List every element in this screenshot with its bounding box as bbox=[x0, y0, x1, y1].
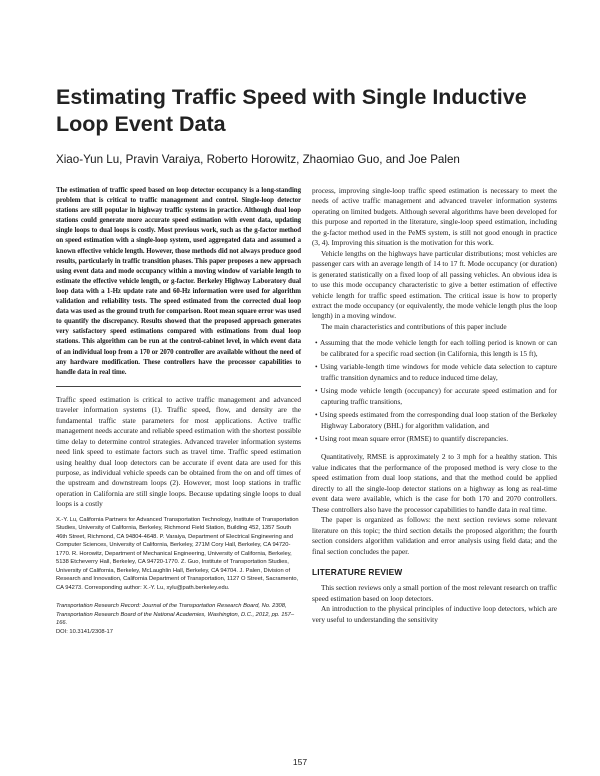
body-paragraph: process, improving single-loop traffic speed estimation is necessary to meet the needs of active traffic management and advanced traveler information systems operating on limited budgets. Although several algorithms have been developed for this purpose and reported in the literature, single-loop speed estimation, including the g-factor method used in the PeMS system, is still not good enough in practice (3, 4). Improving this situation is the motivation for this work. bbox=[312, 186, 557, 248]
section-heading: LITERATURE REVIEW bbox=[312, 566, 403, 577]
right-column bbox=[312, 186, 557, 625]
list-item: • Using root mean square error (RMSE) to quantify discrepancies. bbox=[312, 434, 557, 444]
body-paragraph: The paper is organized as follows: the next section reviews some relevant literature on this topic; the third section details the proposed algorithm; the fourth section considers algorithm validation and error analysis using field data; and the final section concludes the paper. bbox=[312, 515, 557, 556]
list-item: • Using mode vehicle length (occupancy) for accurate speed estimation and for capturing traffic transitions, bbox=[312, 386, 557, 407]
left-column bbox=[56, 186, 301, 636]
list-item: • Assuming that the mode vehicle length for each tolling period is known or can be calibrated for a specific road section (in California, this length is 15 ft), bbox=[312, 338, 557, 359]
contribution-list bbox=[312, 338, 557, 444]
page-number: 157 bbox=[292, 757, 308, 767]
body-paragraph: Vehicle lengths on the highways have particular distributions; most vehicles are passenger cars with an average length of 14 to 17 ft. Mode occupancy (or duration) is generated statistically on a fixed loop of all passing vehicles. An obvious idea is to use this mode occupancy characteristic to give a better estimation of effective vehicle length for traffic speed estimation. The critical issue is how to properly extract the mode occupancy (or equivalently, the mode vehicle length plus the loop length) in a moving window. bbox=[312, 248, 557, 321]
author-list: Xiao-Yun Lu, Pravin Varaiya, Roberto Horowitz, Zhaomiao Guo, and Joe Palen bbox=[56, 153, 460, 166]
abstract-divider bbox=[56, 386, 301, 387]
abstract: The estimation of traffic speed based on loop detector occupancy is a long-standing problem that is critical to traffic management and control. Single-loop detector stations are still popular in highway traffic systems in practice. Although dual loop stations could generate more accurate speed estimation with event data, updating single loops to dual loops is costly. Most previous work, such as the g-factor method on speed estimation with a single-loop system, used aggregated data and assumed a known effective vehicle length. However, those methods did not always produce good results, particularly in traffic transition phases. This paper proposes a new approach using event data and mode occupancy within a moving window of variable length to estimate the effective vehicle length, or g-factor. Berkeley Highway Laboratory dual loop data with a 1-Hz update rate and 60-Hz information were used for algorithm validation and reliability tests. The speed estimated from the corrected dual loop data was used as the ground truth for comparison. Root mean square error was used to quantify the discrepancy. Results showed that the proposed approach generates very satisfactory speed estimations compared with estimations from dual loop stations. This algorithm can be run at the control-cabinet level, in which event data of an individual loop from a 170 or 2070 controller are available without the need of any hardware modification. These controllers have the processor capabilities to handle data in real time. bbox=[56, 187, 301, 376]
body-paragraph: An introduction to the physical principles of inductive loop detectors, which are very useful to understanding the sensitivity bbox=[312, 604, 557, 624]
journal-citation: Transportation Research Record: Journal of the Transportation Research Board, No. 2308, Transportation Research Board of the National Academies, Washington, D.C., 2012, pp. 157–166. bbox=[56, 603, 295, 627]
paper-title: Estimating Traffic Speed with Single Inductive Loop Event Data bbox=[56, 85, 527, 136]
citation-footnote bbox=[56, 602, 301, 636]
affiliations-text: X.-Y. Lu, California Partners for Advanced Transportation Technology, Institute of Transportation Studies, University of California, Berkeley, Richmond Field Station, Building 452, 1357 South 46th Street, Richmond, CA 94804-4648. P. Varaiya, Department of Electrical Engineering and Computer Sciences, University of California, Berkeley, 271M Cory Hall, Berkeley, CA 94720-1770. R. Horowitz, Department of Mechanical Engineering, University of California, Berkeley, 5138 Etcheverry Hall, Berkeley, CA 94720-1770. Z. Guo, Institute of Transportation Studies, University of California, Berkeley, McLaughlin Hall, Berkeley, CA 94704. J. Palen, Division of Research and Innovation, California Department of Transportation, 1127 O Street, Sacramento, CA 94273. Corresponding author: X.-Y. Lu, xylu@path.berkeley.edu. bbox=[56, 516, 299, 591]
body-paragraph: Quantitatively, RMSE is approximately 2 to 3 mph for a healthy station. This value indicates that the performance of the proposed method is very close to the speed estimation from dual loop stations, and that the method could be applied directly to all the single-loop detector stations on a highway as long as real-time event data were available, which is the case for both 170 and 2070 controllers. These controllers also have the processor capabilities to handle data in real time. bbox=[312, 452, 557, 514]
affiliations-footnote bbox=[56, 516, 301, 593]
body-paragraph: This section reviews only a small portion of the most relevant research on traffic speed estimation based on loop detectors. bbox=[312, 583, 557, 603]
list-item: • Using variable-length time windows for mode vehicle data selection to capture traffic transition dynamics and to reduce induced time delay, bbox=[312, 362, 557, 383]
list-item: • Using speeds estimated from the corresponding dual loop station of the Berkeley Highway Laboratory (BHL) for algorithm validation, and bbox=[312, 410, 557, 431]
intro-paragraph: Traffic speed estimation is critical to active traffic management and advanced traveler information systems (1). Traffic speed, flow, and density are the fundamental traffic state parameters for most applications. Active traffic management needs accurate and reliable speed estimation with the shortest possible time delay to determine control strategies. Advanced traveler information systems need link speed to estimate factors such as travel time. Traffic speed estimation using healthy dual loop detectors can be accurate if event data are used for this purpose, as individual vehicle speeds can be obtained from the on and off times of the upstream and downstream loops (2). However, most loop stations in traffic operation in California are still single loops. Because updating single loops to dual loops is a costly bbox=[56, 394, 301, 509]
body-paragraph: The main characteristics and contributions of this paper include bbox=[321, 321, 507, 331]
doi: DOI: 10.3141/2308-17 bbox=[56, 628, 113, 635]
